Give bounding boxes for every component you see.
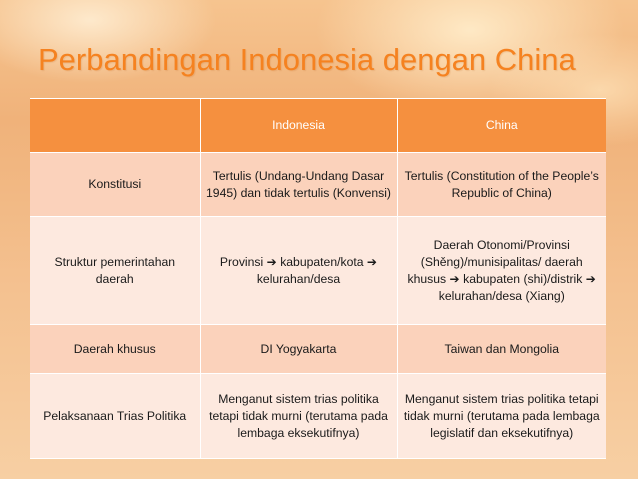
header-cell-china: China — [397, 99, 606, 153]
table-row — [30, 325, 606, 374]
header-cell-aspect — [30, 99, 200, 153]
table-row — [30, 374, 606, 459]
row-aspect-cell: Konstitusi — [30, 153, 200, 217]
row-aspect-cell: Struktur pemerintahan daerah — [30, 217, 200, 325]
header-cell-indonesia: Indonesia — [200, 99, 397, 153]
row-china-cell: Daerah Otonomi/Provinsi (Shěng)/munisipalitas/ daerah khusus ➔ kabupaten (shi)/distrik ➔ kelurahan/desa (Xiang) — [397, 217, 606, 325]
row-aspect-cell: Daerah khusus — [30, 325, 200, 374]
row-indonesia-cell: Menganut sistem trias politika tetapi tidak murni (terutama pada lembaga eksekutifnya) — [200, 374, 397, 459]
row-china-cell: Menganut sistem trias politika tetapi tidak murni (terutama pada lembaga legislatif dan eksekutifnya) — [397, 374, 606, 459]
row-china-cell: Taiwan dan Mongolia — [397, 325, 606, 374]
row-indonesia-cell: Provinsi ➔ kabupaten/kota ➔ kelurahan/desa — [200, 217, 397, 325]
row-indonesia-cell: Tertulis (Undang-Undang Dasar 1945) dan tidak tertulis (Konvensi) — [200, 153, 397, 217]
row-indonesia-cell: DI Yogyakarta — [200, 325, 397, 374]
row-china-cell: Tertulis (Constitution of the People’s Republic of China) — [397, 153, 606, 217]
slide-title: Perbandingan Indonesia dengan China — [38, 42, 576, 77]
table-row — [30, 217, 606, 325]
comparison-table — [30, 98, 606, 459]
table-header-row — [30, 99, 606, 153]
row-aspect-cell: Pelaksanaan Trias Politika — [30, 374, 200, 459]
table-row — [30, 153, 606, 217]
